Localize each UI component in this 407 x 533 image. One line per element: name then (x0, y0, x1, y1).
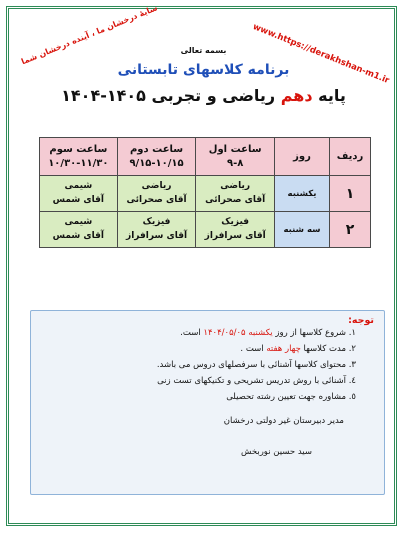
header-hour3-label: ساعت سوم (49, 144, 108, 155)
note-start-date: یکشنبه ۱۴۰۴/۰۵/۰۵ (203, 328, 273, 338)
page-subtitle (0, 86, 407, 105)
header-hour2 (117, 138, 196, 176)
header-hour1-label: ساعت اول (208, 144, 262, 155)
lesson-cell (196, 212, 275, 248)
lesson-teacher: آقای صحرائی (205, 194, 266, 205)
table-header-row (40, 138, 371, 176)
note-item (36, 325, 356, 341)
watermark-slogan: سایهٔ درخشان ما ، آینده درخشان شما (20, 3, 159, 67)
lesson-cell (40, 176, 118, 212)
notes-box (30, 310, 385, 495)
table-row (40, 176, 371, 212)
notes-list (36, 325, 370, 405)
lesson-cell (196, 176, 275, 212)
note-text: است . (240, 344, 267, 354)
watermark-url[interactable]: www.https://derakhshan-m1.ir (251, 22, 391, 87)
table-row (40, 212, 371, 248)
subtitle-grade: دهم (280, 86, 313, 105)
note-text: ۱. شروع کلاسها از روز (272, 328, 356, 338)
header-hour3 (40, 138, 118, 176)
schedule-table (39, 137, 371, 248)
lesson-cell (40, 212, 118, 248)
note-item: ٥. مشاوره جهت تعیین رشته تحصیلی (226, 392, 356, 402)
header-hour2-time: ۹/۱۵-۱۰/۱۵ (129, 157, 184, 169)
row-number: ۱ (330, 176, 371, 212)
lesson-subject: فیزیک (221, 217, 250, 227)
lesson-teacher: آقای شمس (52, 194, 105, 205)
header-hour1 (196, 138, 275, 176)
notes-title: توجه: (348, 315, 374, 326)
lesson-subject: شیمی (64, 181, 93, 191)
signature-title: مدیر دبیرستان غیر دولتی درخشان (223, 416, 344, 426)
row-day: یکشنبه (275, 176, 330, 212)
lesson-teacher: آقای صحرائی (126, 194, 187, 205)
header-day: روز (275, 138, 330, 176)
subtitle-prefix: پایه (312, 86, 346, 105)
header-hour2-label: ساعت دوم (129, 144, 184, 155)
bismillah-heading: بسمه تعالی (180, 46, 227, 55)
note-duration: چهار هفته (266, 344, 301, 354)
note-item: ٤. آشنائی با روش تدریس تشریحی و تکنیکهای تست زنی (157, 376, 356, 386)
lesson-teacher: آقای سرافراز (204, 230, 266, 241)
row-number: ۲ (330, 212, 371, 248)
lesson-subject: ریاضی (141, 181, 172, 191)
note-text: است. (180, 328, 204, 338)
header-radif: ردیف (330, 138, 371, 176)
page-title: برنامه کلاسهای تابستانی (117, 62, 290, 78)
note-item: ۳. محتوای کلاسها آشنائی با سرفصلهای دروس می باشد. (156, 360, 356, 370)
row-day: سه شنبه (275, 212, 330, 248)
lesson-subject: ریاضی (220, 181, 251, 191)
header-hour1-time: ۹-۸ (227, 157, 244, 169)
note-text: ۲. مدت کلاسها (300, 344, 356, 354)
note-item (36, 341, 356, 357)
lesson-subject: شیمی (64, 217, 93, 227)
lesson-cell (117, 212, 196, 248)
signature-name: سید حسین نوربخش (241, 447, 312, 457)
lesson-subject: فیزیک (142, 217, 171, 227)
lesson-teacher: آقای سرافراز (126, 230, 188, 241)
header-hour3-time: ۱۰/۳۰-۱۱/۳۰ (48, 157, 109, 169)
subtitle-suffix: ریاضی و تجربی ۱۴۰۵-۱۴۰۴ (61, 86, 281, 105)
lesson-cell (117, 176, 196, 212)
lesson-teacher: آقای شمس (52, 230, 105, 241)
